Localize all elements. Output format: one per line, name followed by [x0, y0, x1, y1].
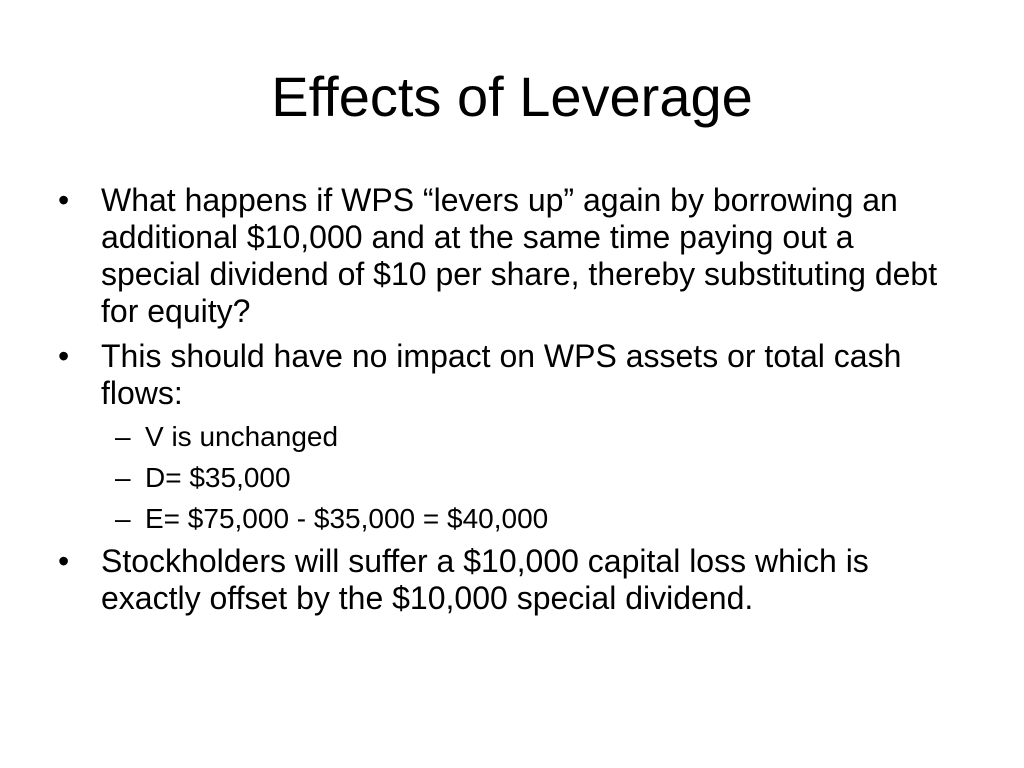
bullet-item-1	[58, 182, 958, 330]
bullet-text: What happens if WPS “levers up” again by borrowing an additional $10,000 and at the same time paying out a special dividend of $10 per share, thereby substituting debt for equity?	[101, 182, 938, 329]
slide-title: Effects of Leverage	[271, 65, 753, 128]
sub-bullet-text: D= $35,000	[145, 462, 291, 493]
bullet-text: Stockholders will suffer a $10,000 capital loss which is exactly offset by the $10,000 special dividend.	[101, 543, 869, 616]
sub-bullet-item-2	[58, 461, 958, 494]
bullet-marker: •	[58, 338, 70, 374]
sub-bullet-list	[58, 420, 958, 535]
sub-bullet-item-1	[58, 420, 958, 453]
sub-bullet-item-3	[58, 502, 958, 535]
sub-bullet-marker: –	[115, 503, 131, 534]
sub-bullet-text: V is unchanged	[145, 421, 339, 452]
bullet-marker: •	[58, 543, 70, 579]
bullet-marker: •	[58, 182, 70, 218]
bullet-item-3	[58, 543, 958, 617]
bullet-item-2	[58, 338, 958, 535]
bullet-text: This should have no impact on WPS assets or total cash flows:	[101, 338, 902, 411]
sub-bullet-marker: –	[115, 462, 131, 493]
sub-bullet-marker: –	[115, 421, 131, 452]
sub-bullet-text: E= $75,000 - $35,000 = $40,000	[145, 503, 549, 534]
slide-body	[58, 182, 958, 625]
